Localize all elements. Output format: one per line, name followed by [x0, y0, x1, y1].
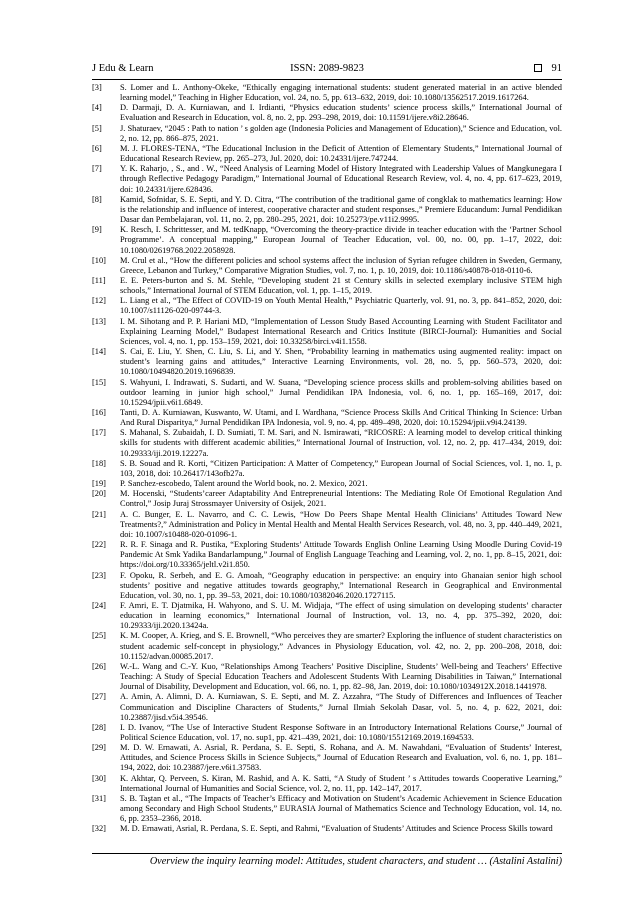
reference-text: E. E. Peters-burton and S. M. Stehle, “Developing student 21 st Century skills in selected exemplary inclusive STEM high schools,” International Journal of STEM Education, vol. 1, pp. 1–15, 2019.: [120, 275, 562, 296]
reference-item: [92, 195, 562, 225]
reference-item: [92, 540, 562, 570]
reference-item: [92, 124, 562, 144]
reference-number: [8]: [92, 194, 102, 204]
reference-text: M. Hocenski, “Students’career Adaptability And Entrepreneurial Intentions: The Mediating Role Of Emotional Regulation And Control,” Josip Juraj Strossmayer University of Osijek, 2021.: [120, 489, 562, 509]
reference-number: [25]: [92, 631, 106, 641]
reference-item: [92, 296, 562, 316]
reference-text: S. Wahyuni, I. Indrawati, S. Sudarti, and W. Suana, “Developing science process skills and problem-solving abilities based on outdoor learning in junior high school,” Jurnal Pendidikan IPA Indonesia, vol. 6, no. 1, pp. 165–169, 2017, doi: 10.15294/jpii.v6i1.6849.: [120, 377, 562, 407]
reference-number: [31]: [92, 793, 106, 803]
reference-text: L. Liang et al., “The Effect of COVID-19 on Youth Mental Health,” Psychiatric Quarterly, vol. 91, no. 3, pp. 841–852, 2020, doi: 10.1007/s11126-020-09744-3.: [120, 296, 562, 316]
reference-item: [92, 378, 562, 408]
reference-text: I. D. Ivanov, “The Use of Interactive Student Response Software in an Introductory International Relations Course,” Journal of Political Science Education, vol. 17, no. sup1, pp. 421–439, 2021, doi: 10.1080/15512169.2019.1694533.: [120, 722, 562, 742]
reference-number: [24]: [92, 600, 106, 610]
reference-number: [22]: [92, 540, 106, 550]
reference-item: [92, 631, 562, 661]
reference-number: [14]: [92, 347, 106, 357]
reference-number: [27]: [92, 692, 106, 702]
reference-number: [4]: [92, 103, 102, 113]
reference-text: K. Akhtar, Q. Perveen, S. Kiran, M. Rashid, and A. K. Satti, “A Study of Student ’ s Attitudes towards Cooperative Learning,” International Journal of Humanities and Social Science, vol. 2, no. 11, pp. 142–147, 2017.: [120, 773, 562, 793]
reference-item: [92, 774, 562, 794]
reference-text: K. Resch, I. Schrittesser, and M. tedKnapp, “Overcoming the theory-practice divide in teacher education with the ‘Partner School Programme’. A conceptual mapping,” European Journal of Teacher Education, vol. 00, no. 00, pp. 1–17, 2022, doi: 10.1080/02619768.2022.2058928.: [120, 225, 562, 255]
reference-item: [92, 83, 562, 103]
reference-number: [15]: [92, 377, 106, 387]
reference-number: [29]: [92, 743, 106, 753]
reference-number: [28]: [92, 722, 106, 732]
header-rule: [92, 79, 562, 80]
reference-number: [21]: [92, 509, 106, 519]
reference-number: [5]: [92, 123, 102, 133]
reference-text: S. Lomer and L. Anthony-Okeke, “Ethically engaging international students: student generated material in an active blended learning model,” Teaching in Higher Education, vol. 24, no. 5, pp. 613–632, 2019, doi: 10.1080/13562517.2019.1617264.: [120, 83, 562, 103]
reference-item: [92, 510, 562, 540]
reference-number: [26]: [92, 661, 106, 671]
reference-number: [32]: [92, 824, 106, 834]
reference-item: [92, 103, 562, 123]
reference-item: [92, 347, 562, 377]
reference-text: S. Mahanal, S. Zubaidah, I. D. Sumiati, T. M. Sari, and N. Ismirawati, “RICOSRE: A learning model to develop critical thinking skills for students with different academic abilities,” International Journal of Instruction, vol. 12, no. 2, pp. 417–434, 2019, doi: 10.29333/iji.2019.12227a.: [120, 428, 562, 458]
reference-text: Tanti, D. A. Kurniawan, Kuswanto, W. Utami, and I. Wardhana, “Science Process Skills And Critical Thinking In Science: Urban And Rural Disparitya,” Jurnal Pendidikan IPA Indonesia, vol. 9, no. 4, pp. 489–498, 2020, doi: 10.15294/jpii.v9i4.24139.: [120, 408, 562, 428]
reference-item: [92, 723, 562, 743]
reference-text: I. M. Sihotang and P. P. Hariani MD, “Implementation of Lesson Study Based Accounting Learning with Student Facilitator and Explaining Learning Model,” Budapest International Research and Critics Institute (BIRCI-Journal): Humanities and Social Sciences, vol. 4, no. 1, pp. 153–159, 2021, doi: 10.33258/birci.v4i1.1558.: [120, 316, 562, 346]
reference-item: [92, 489, 562, 509]
reference-number: [12]: [92, 296, 106, 306]
reference-number: [20]: [92, 489, 106, 499]
reference-text: M. D. W. Ernawati, A. Asrial, R. Perdana, S. E. Septi, S. Rohana, and A. M. Nawahdani, “Evaluation of Students’ Interest, Attitudes, and Science Process Skills in Science Subjects,” Journal of Education Research and Evaluation, vol. 6, no. 1, pp. 181–194, 2022, doi: 10.23887/jere.v6i1.37583.: [120, 743, 562, 773]
reference-text: S. B. Taştan et al., “The Impacts of Teacher’s Efficacy and Motivation on Student’s Academic Achievement in Science Education among Secondary and High School Students,” EURASIA Journal of Mathematics Science and Technology Education, vol. 14, no. 6, pp. 2353–2366, 2018.: [120, 793, 562, 824]
reference-item: [92, 743, 562, 773]
reference-item: [92, 144, 562, 164]
reference-number: [10]: [92, 255, 106, 265]
reference-number: [18]: [92, 458, 106, 468]
reference-item: [92, 459, 562, 479]
page-header: [92, 61, 562, 75]
reference-item: [92, 276, 562, 296]
reference-number: [6]: [92, 143, 102, 153]
reference-text: S. B. Souad and R. Korti, “Citizen Participation: A Matter of Competency,” European Journal of Social Sciences, vol. 1, no. 1, p. 103, 2018, doi: 10.26417/143ofb27a.: [120, 458, 562, 478]
reference-text: W.-L. Wang and C.-Y. Kuo, “Relationships Among Teachers’ Positive Discipline, Students’ Well-being and Teachers’ Effective Teaching: A Study of Special Education Teachers and Adolescent Students With Learning Disabilities in Taiwan,” International Journal of Disability, Development and Education, vol. 66, no. 1, pp. 82–98, Jan. 2019, doi: 10.1080/1034912X.2018.1441978.: [120, 661, 562, 692]
reference-number: [17]: [92, 428, 106, 438]
reference-number: [3]: [92, 83, 102, 92]
reference-item: [92, 164, 562, 194]
reference-item: [92, 824, 562, 834]
reference-text: A. Amin, A. Alimni, D. A. Kurniawan, S. E. Septi, and M. Z. Azzahra, “The Study of Differences and Influences of Teacher Communication and Discipline Characters of Students,” Jurnal Ilmiah Sekolah Dasar, vol. 5, no. 4, p. 622, 2021, doi: 10.23887/jisd.v5i4.39546.: [120, 692, 562, 722]
reference-text: R. R. F. Sinaga and R. Pustika, “Exploring Students’ Attitude Towards English Online Learning Using Moodle During Covid-19 Pandemic At Smk Yadika Bandarlampung,” Journal of English Language Teaching and Learning, vol. 2, no. 1, pp. 8–15, 2021, doi: https://doi.org/10.33365/jeltl.v2i1.850.: [120, 540, 562, 570]
reference-item: [92, 317, 562, 347]
reference-number: [16]: [92, 408, 106, 417]
reference-text: K. M. Cooper, A. Krieg, and S. E. Brownell, “Who perceives they are smarter? Exploring the influence of student characteristics on student academic self-concept in physiology,” Advances in Physiology Education, vol. 42, no. 2, pp. 200–208, 2018, doi: 10.1152/advan.00085.2017.: [120, 631, 562, 661]
reference-text: Y. K. Raharjo, , S., and . W., “Need Analysis of Learning Model of History Integrated with Leadership Values of Mangkunegara I through Reflective Pedagogy Paradigm,” International Journal of Educational Research Review, vol. 4, no. 4, pp. 617–623, 2019, doi: 10.24331/ijere.628436.: [120, 164, 562, 194]
reference-item: [92, 408, 562, 428]
reference-text: M. J. FLORES-TENA, “The Educational Inclusion in the Deficit of Attention of Elementary Students,” International Journal of Educational Research Review, pp. 265–273, Jul. 2020, doi: 10.24331/ijere.747244.: [120, 143, 562, 164]
page-number: 91: [551, 62, 562, 74]
checkbox-square-icon: [534, 64, 542, 72]
reference-item: [92, 428, 562, 458]
reference-number: [7]: [92, 164, 102, 174]
reference-text: M. D. Ernawati, Asrial, R. Perdana, S. E. Septi, and Rahmi, “Evaluation of Students’ Attitudes and Science Process Skills toward: [120, 824, 553, 834]
reference-number: [30]: [92, 773, 106, 783]
reference-item: [92, 601, 562, 631]
journal-name: J Edu & Learn: [92, 62, 154, 74]
reference-text: A. C. Bunger, E. L. Navarro, and C. C. Lewis, “How Do Peers Shape Mental Health Clinicians’ Attitudes Toward New Treatments?,” Administration and Policy in Mental Health and Mental Health Services Research, vol. 48, no. 3, pp. 440–449, 2021, doi: 10.1007/s10488-020-01096-1.: [120, 509, 562, 539]
issn: ISSN: 2089-9823: [290, 62, 364, 74]
reference-item: [92, 662, 562, 692]
reference-item: [92, 256, 562, 276]
reference-number: [19]: [92, 479, 106, 489]
reference-text: P. Sanchez-escobedo, Talent around the World book, no. 2. Mexico, 2021.: [120, 479, 368, 489]
reference-text: S. Cai, E. Liu, Y. Shen, C. Liu, S. Li, and Y. Shen, “Probability learning in mathematics using augmented reality: impact on student’s learning gains and attitudes,” Interactive Learning Environments, vol. 28, no. 5, pp. 560–573, 2020, doi: 10.1080/10494820.2019.1696839.: [120, 347, 562, 377]
reference-number: [23]: [92, 570, 106, 580]
reference-item: [92, 794, 562, 824]
reference-number: [11]: [92, 275, 106, 285]
reference-number: [13]: [92, 316, 106, 326]
running-title: Overview the inquiry learning model: Attitudes, student characters, and student … (Astalini Astalini): [149, 856, 562, 867]
reference-item: [92, 692, 562, 722]
reference-text: D. Darmaji, D. A. Kurniawan, and I. Irdianti, “Physics education students’ science process skills,” International Journal of Evaluation and Research in Education, vol. 8, no. 2, pp. 293–298, 2019, doi: 10.11591/ijere.v8i2.28646.: [120, 103, 562, 123]
reference-text: Kamid, Sofnidar, S. E. Septi, and Y. D. Citra, “The contribution of the traditional game of congklak to mathematics learning: How is the relationship and influence of interest, cooperative character and student responses.,” Premiere Educandum: Jurnal Pendidikan Dasar dan Pembelajaran, vol. 11, no. 2, pp. 280–295, 2021, doi: 10.25273/pe.v11i2.9995.: [120, 194, 562, 225]
reference-item: [92, 479, 562, 489]
reference-text: J. Shaturaev, “2045 : Path to nation ’ s golden age (Indonesia Policies and Management of Education),” Science and Education, vol. 2, no. 12, pp. 866–875, 2021.: [120, 123, 562, 143]
reference-text: F. Opoku, R. Serbeh, and E. G. Amoah, “Geography education in perspective: an enquiry into Ghanaian senior high school students’ positive and negative attitudes towards geography,” International Research in Geographical and Environmental Education, vol. 30, no. 1, pp. 39–53, 2021, doi: 10.1080/10382046.2020.1727115.: [120, 570, 562, 600]
reference-item: [92, 571, 562, 601]
footer-rule: [92, 853, 562, 854]
reference-number: [9]: [92, 225, 102, 235]
reference-text: M. Crul et al., “How the different policies and school systems affect the inclusion of Syrian refugee children in Sweden, Germany, Greece, Lebanon and Turkey,” Comparative Migration Studies, vol. 7, no. 1, p. 10, 2019, doi: 10.1186/s40878-018-0110-6.: [120, 255, 562, 275]
reference-text: F. Amri, E. T. Djatmika, H. Wahyono, and S. U. M. Widjaja, “The effect of using simulation on developing students’ character education in learning economics,” International Journal of Instruction, vol. 13, no. 4, pp. 375–392, 2020, doi: 10.29333/iji.2020.13424a.: [120, 600, 562, 631]
reference-item: [92, 225, 562, 255]
reference-list: [92, 83, 562, 835]
